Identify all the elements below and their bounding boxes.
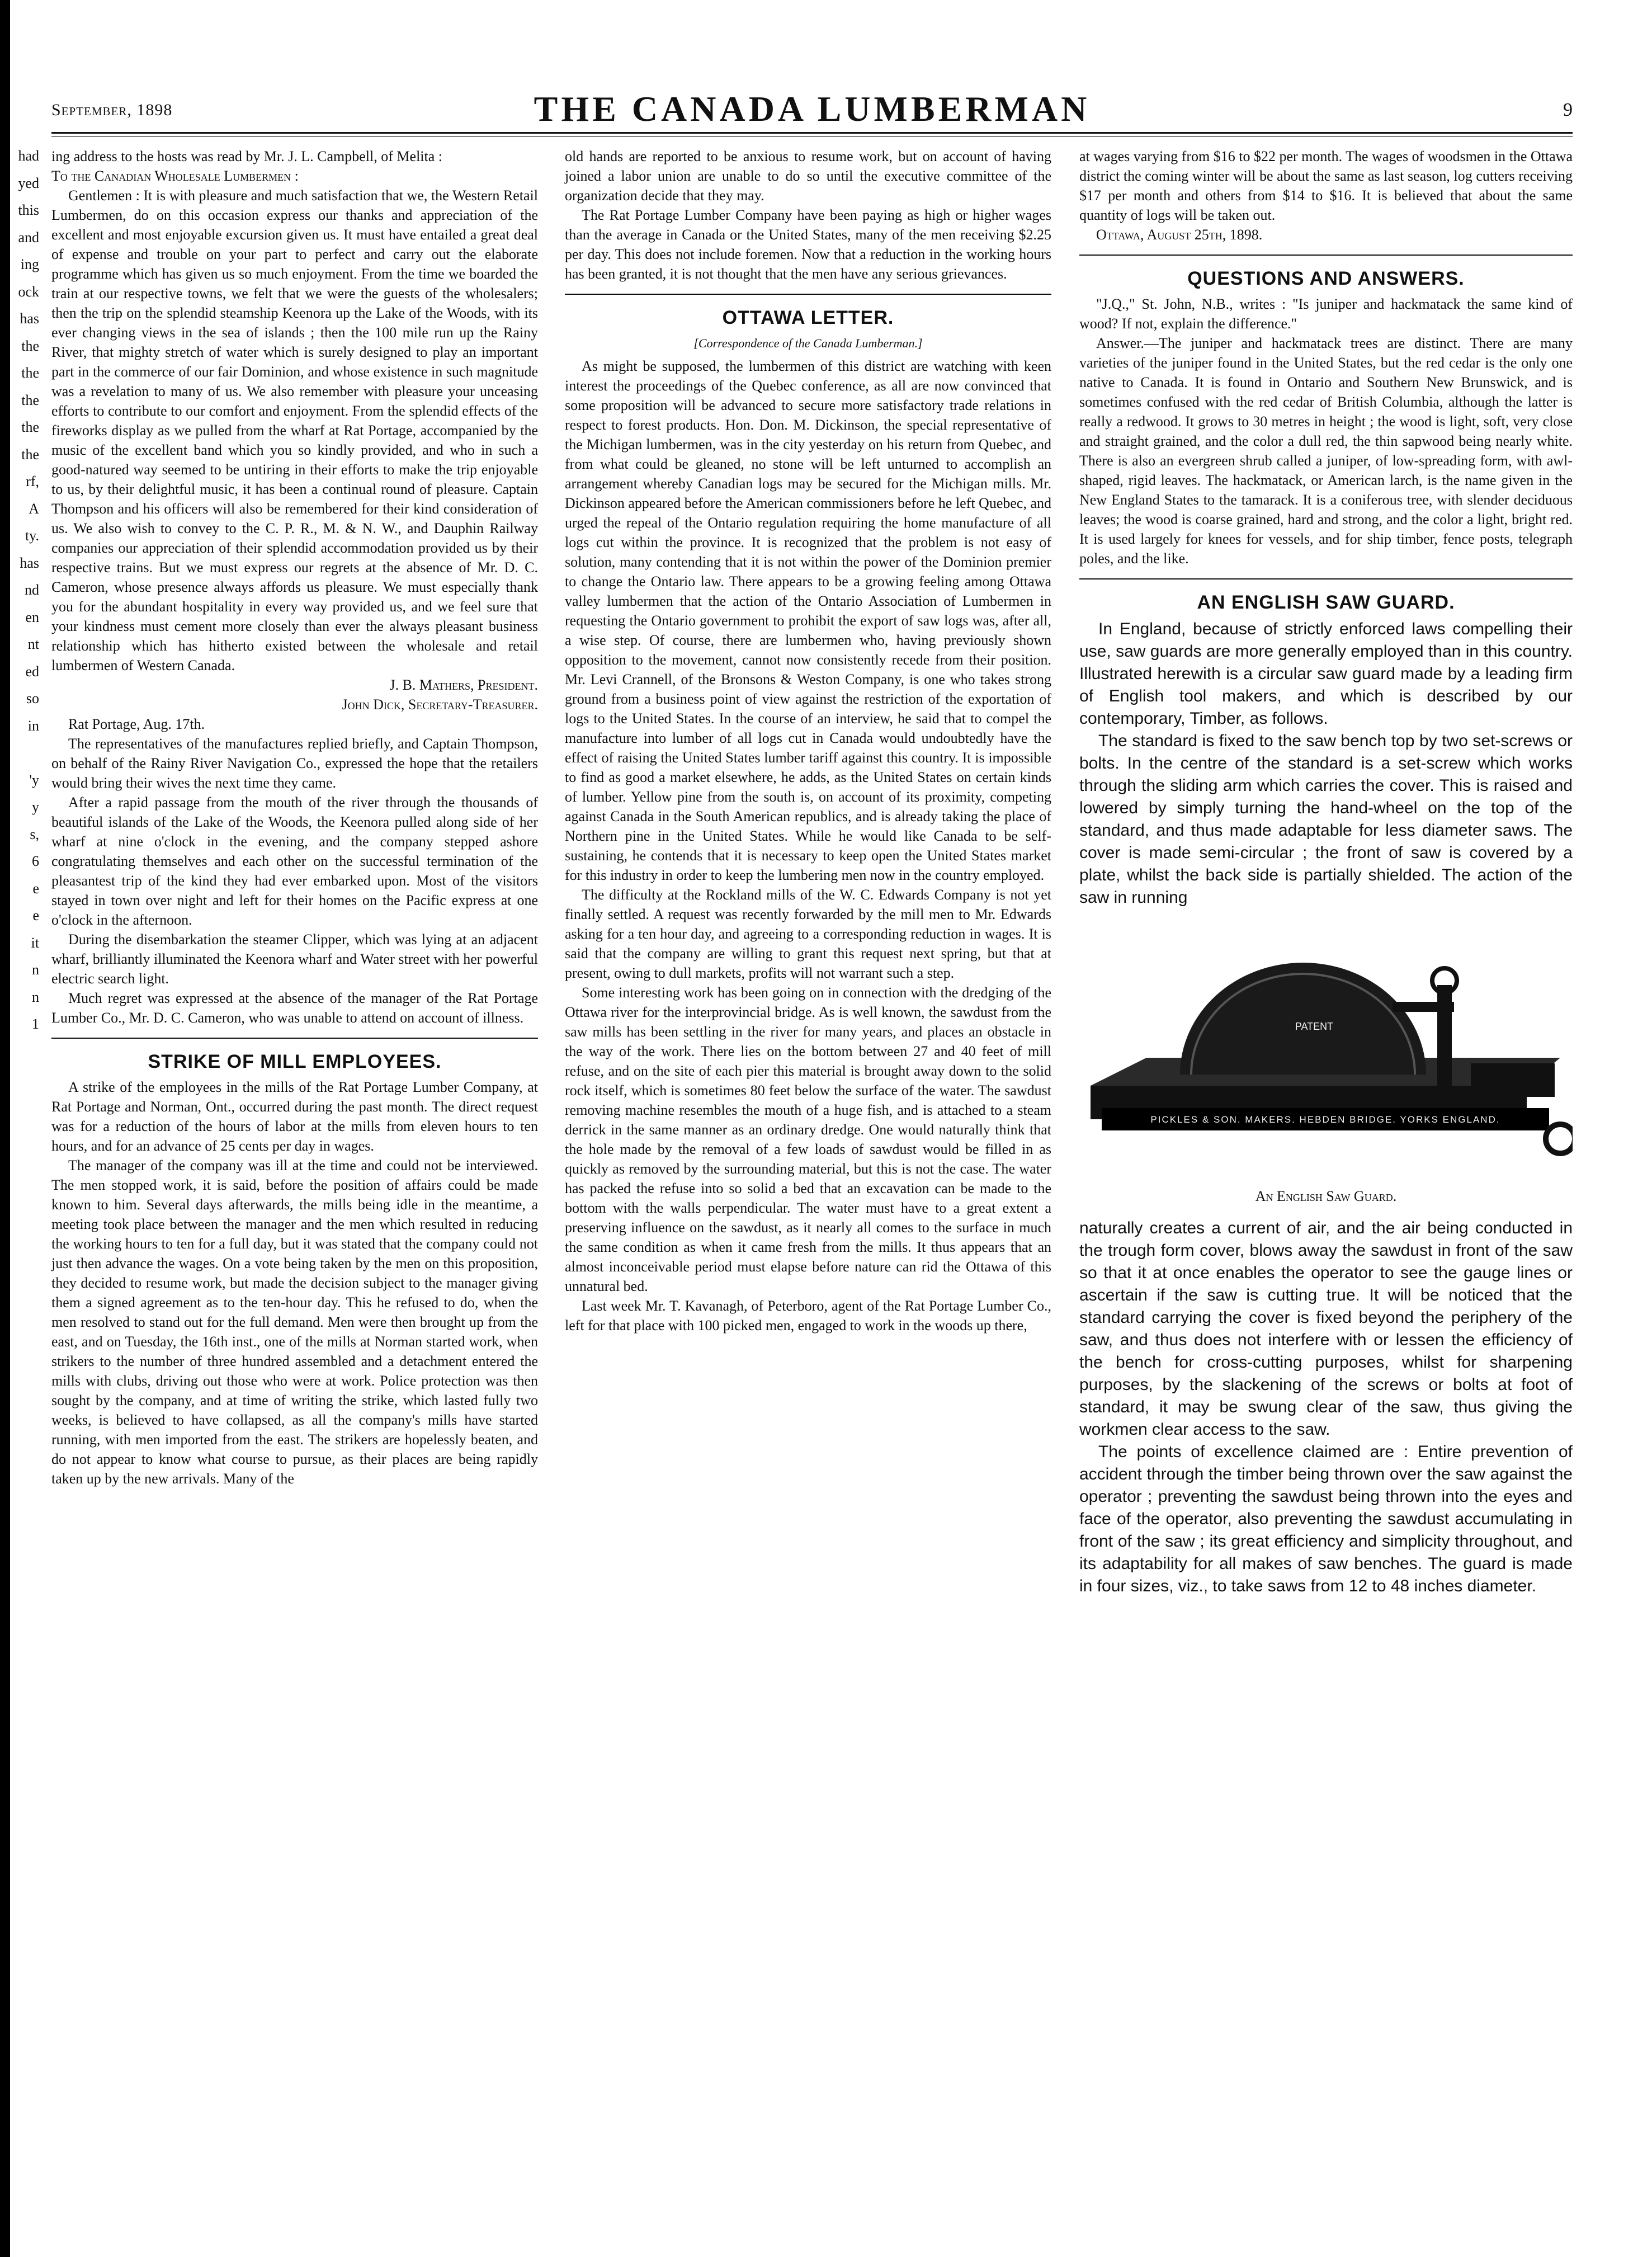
paragraph: Last week Mr. T. Kavanagh, of Peterboro, agent of the Rat Portage Lumber Co., left for that place with 100 picked men, engaged to work in the woods up there, <box>565 1298 1051 1334</box>
masthead-title: THE CANADA LUMBERMAN <box>534 89 1091 129</box>
section-rule <box>565 294 1051 295</box>
margin-fragments: had yed this and ing ock has the the the the the rf, A ty. has nd en nt ed so in 'y y s, 6 e e it n n 1 <box>18 148 39 1032</box>
saw-guard-image <box>1079 918 1573 1181</box>
ottawa-heading: OTTAWA LETTER. <box>722 307 894 328</box>
paragraph: The points of excellence claimed are : Entire prevention of accident through the timber being thrown over the saw against the operator ; preventing the sawdust being thrown into the eyes and face of the operator, also preventing the sawdust accumulating in front of the saw ; its great efficiency and simplicity throughout, and its adaptability for all makes of saw benches. The guard is made in four sizes, viz., to take saws from 12 to 48 inches diameter. <box>1079 1443 1573 1595</box>
paragraph: As might be supposed, the lumbermen of this district are watching with keen interest the proceedings of the Quebec conference, as all are now convinced that some proposition will be advanced to secure more satisfactory trade relations in respect to forest products. Hon. Don. M. Dickinson, the special representative of the Michigan lumbermen, was in the city yesterday on his return from Quebec, and from what could be gleaned, no stone will be left unturned to accomplish an arrangement whereby Canadian logs may be secured for the Michigan mills. Mr. Dickinson appeared before the American commissioners before he left Quebec, and urged the repeal of the Ontario regulation requiring the home manufacture of all logs cut within the province. It is recognized that the problem is not easy of solution, many contending that it is not within the power of the Dominion premier to change the Ontario law. There appears to be a growing feeling among Ottawa valley lumbermen that the action of the Ontario Association of Lumbermen in requesting the Ontario government to prohibit the export of saw logs was, after all, a wise step. Of course, there are lumbermen who, having previously shown opposition to the movement, cannot now consistently recede from their position. Mr. Levi Crannell, of the Bronsons & Weston Company, is one who takes strong ground from a business point of view against the restriction of the exportation of logs to the United States. In the course of an interview, he said that to compel the manufacture into lumber of all logs cut in Canada would undoubtedly have the effect of raising the United States lumber tariff against this country. It is impossible to find as good a market elsewhere, he adds, as the United States on certain kinds of lumber. Yellow pine from the south is, on account of its proximity, competing against Canada in the South American republics, and is already taking the place of Northern pine in the United States. While he would like Canada to be self-sustaining, he contends that it is necessary to keep open the United States market for this industry in order to keep the lumbering men now in the country employed. <box>565 358 1051 883</box>
signature-president: J. B. Mathers, President. <box>389 677 538 693</box>
paragraph: at wages varying from $16 to $22 per month. The wages of woodsmen in the Ottawa district the coming winter will be about the same as last season, log cutters receiving $17 per month and others from $14 to $16. It is believed that about the same quantity of logs will be taken out. <box>1079 148 1573 223</box>
section-rule <box>51 1038 538 1039</box>
saw-guard-illustration <box>1079 918 1573 1181</box>
paragraph: In England, because of strictly enforced laws compelling their use, saw guards are more generally employed than in this country. Illustrated herewith is a circular saw guard made by a leading firm of English tool makers, and which is described by our contemporary, Timber, as follows. <box>1079 620 1573 728</box>
page-header <box>51 83 1573 139</box>
qa-heading: QUESTIONS AND ANSWERS. <box>1187 268 1465 289</box>
column-3 <box>1079 147 1573 1598</box>
paragraph: Gentlemen : It is with pleasure and much satisfaction that we, the Western Retail Lumbermen, do on this occasion express our thanks and appreciation of the excellent and most enjoyable excursion given us. It must have entailed a great deal of expense and trouble on your part to perfect and carry out the elaborate programme which has given us so much enjoyment. From the time we boarded the train at our respective towns, we felt that we were the guests of the wholesalers; then the trip on the splendid steamship Keenora up the Lake of the Woods, with its ever changing views in the sea of islands ; then the 100 mile run up the Rainy River, that mighty stretch of water which is surely designed to play an important part in the commerce of our fair Dominion, and whose existence in such magnitude was a revelation to many of us. We also remember with pleasure your unceasing efforts to contribute to our comfort and enjoyment. From the splendid effects of the fireworks display as we pulled from the wharf at Rat Portage, accompanied by the music of the excellent band which you so kindly provided, and who in such a good-natured way seemed to be untiring in their efforts to make the trip enjoyable to us, by their delightful music, it has been a continual round of pleasure. Captain Thompson and his officers will also be remembered for their kind consideration of us. We also wish to convey to the C. P. R., M. & N. W., and Dauphin Railway companies our appreciation of their splendid accommodation provided us by their respective trains. But we must express our regrets at the absence of Mr. D. C. Cameron, whose presence always affords us pleasure. We must especially thank you for the abundant hospitality in every way provided us, and we feel sure that your kindness must cement more closely than ever the always pleasant business relationship which has hitherto existed between the wholesale and retail lumbermen of Western Canada. <box>51 187 538 673</box>
section-rule <box>1079 255 1573 256</box>
paragraph: old hands are reported to be anxious to resume work, but on account of having joined a labor union are unable to do so until the executive committee of the organization decide that they may. <box>565 148 1051 204</box>
place-date: Rat Portage, Aug. 17th. <box>68 716 205 732</box>
question: "J.Q.," St. John, N.B., writes : "Is juniper and hackmatack the same kind of wood? If not, explain the difference." <box>1079 296 1573 332</box>
patent-label: PATENT <box>1295 1021 1334 1032</box>
salutation: To the Canadian Wholesale Lumbermen : <box>51 168 299 184</box>
saw-guard-article <box>1079 618 1573 909</box>
maker-label: PICKLES & SON. MAKERS. HEBDEN BRIDGE. YORKS ENGLAND. <box>1150 1114 1500 1125</box>
paragraph: ing address to the hosts was read by Mr. J. L. Campbell, of Melita : <box>51 148 443 164</box>
paragraph: Some interesting work has been going on in connection with the dredging of the Ottawa river for the interprovincial bridge. As is well known, the sawdust from the saw mills has been settling in the river for many years, and places an obstacle in the way of the work. There lies on the bottom between 27 and 40 feet of mill refuse, and on the site of each pier this material is brought away down to the solid rock itself, which is sometimes 80 feet below the surface of the water. The sawdust removing machine resembles the mouth of a huge fish, and is attached to a steam derrick in the same manner as an ordinary dredge. One would naturally think that the hole made by the removal of a few loads of sawdust would be filled in as quickly as removed by the surrounding material, but this is not the case. The water has packed the refuse into so solid a bed that an excavation can be made to the bottom with the walls perpendicular. The water must have to a great extent a preserving influence on the sawdust, as it nearly all comes to the surface in much the same condition as when it came fresh from the mills. It thus appears that an almost inconceivable period must elapse before nature can rid the Ottawa of this unnatural bed. <box>565 984 1051 1294</box>
saw-guard-article-cont <box>1079 1217 1573 1598</box>
answer: Answer.—The juniper and hackmatack trees are distinct. There are many varieties of the juniper found in the United States, but the red cedar is the only one native to Canada. It is found in Ontario and Southern New Brunswick, and is sometimes confused with the red cedar of British Columbia, although the latter is really a redwood. It grows to 30 metres in height ; the wood is light, soft, very close and straight grained, and the color a dull red, the thin sapwood being nearly white. There is also an evergreen shrub called a juniper, of low-spreading form, with awl-shaped, rigid leaves. The hackmatack, or American larch, is the name given in the New England States to the tamarack. It is a coniferous tree, with slender deciduous leaves; the wood is coarse grained, hard and strong, and the color a light, bright red. It is used largely for knees for vessels, and for ship timber, fence posts, telegraph poles, and the like. <box>1079 335 1573 567</box>
paragraph: The representatives of the manufactures replied briefly, and Captain Thompson, on behalf of the Rainy River Navigation Co., expressed the hope that the retailers would bring their wives the next time they came. <box>51 736 538 791</box>
column-2 <box>565 147 1051 1335</box>
signature-secretary: John Dick, Secretary-Treasurer. <box>342 696 538 713</box>
dateline: Ottawa, August 25th, 1898. <box>1096 227 1263 243</box>
header-rule <box>51 132 1573 134</box>
header-rule-thin <box>51 136 1573 137</box>
paragraph: A strike of the employees in the mills of the Rat Portage Lumber Company, at Rat Portage and Norman, Ont., occurred during the past month. The direct request was for a reduction of the hours of labor at the mills from eleven hours to ten hours, and for an advance of 25 cents per day in wages. <box>51 1079 538 1154</box>
page-number: 9 <box>1563 100 1573 120</box>
paragraph: The difficulty at the Rockland mills of the W. C. Edwards Company is not yet finally settled. A request was recently forwarded by the mill men to Mr. Edwards asking for a ten hour day, and agreeing to a corresponding reduction in wages. It is said that the company are willing to grant this request next spring, but that at present, owing to dull markets, profits will not warrant such a step. <box>565 887 1051 981</box>
saw-guard-heading: AN ENGLISH SAW GUARD. <box>1197 592 1455 613</box>
strike-heading: STRIKE OF MILL EMPLOYEES. <box>148 1051 442 1072</box>
paragraph: During the disembarkation the steamer Clipper, which was lying at an adjacent wharf, brilliantly illuminated the Keenora wharf and Water street with her powerful electric search light. <box>51 931 538 987</box>
paragraph: naturally creates a current of air, and the air being conducted in the trough form cover, blows away the sawdust in front of the saw so that it at once enables the operator to see the gauge lines or ascertain if the saw is cutting true. It will be noticed that the standard carrying the cover is fixed beyond the periphery of the saw, and thus does not interfere with or lessen the efficiency of the bench for cross-cutting purposes, whilst for sharpening purposes, by the slackening of the screws or bolts at foot of standard, it may be swung clear of the saw, thus giving the workmen clear access to the saw. <box>1079 1219 1573 1439</box>
issue-date: September, 1898 <box>51 101 173 119</box>
figure-caption: An English Saw Guard. <box>1255 1188 1397 1204</box>
paragraph: The manager of the company was ill at the time and could not be interviewed. The men stopped work, it is said, before the position of affairs could be made known to him. Several days afterwards, the mills being idle in the meantime, a meeting took place between the manager and the men which resulted in reducing the working hours to ten for a full day, but it was stated that the company could not just then advance the wages. On a vote being taken by the men on this proposition, they decided to resume work, but made the decision subject to the manager giving them a signed agreement as to the ten-hour day. This he refused to do, when the men resolved to stand out for the full demand. Men were then brought up from the east, and on Tuesday, the 16th inst., one of the mills at Norman started work, when strikers to the number of three hundred assembled and a detachment entered the mills with clubs, driving out those who were at work. Police protection was then sought by the company, and at time of writing the strike, which lasted fully two weeks, is believed to have collapsed, as all the company's mills have started running, with men imported from the east. The strikers are hopelessly beaten, and do not appear to know what course to pursue, as their places are being rapidly taken up by the new arrivals. Many of the <box>51 1157 538 1487</box>
paragraph: After a rapid passage from the mouth of the river through the thousands of beautiful islands of the Lake of the Woods, the Keenora pulled along side of her wharf at nine o'clock in the evening, and the company stepped ashore congratulating themselves and each other on the successful termination of the pleasantest trip of the kind they had ever embarked upon. Most of the visitors stayed in town over night and left for their homes on the Pacific express at one o'clock in the afternoon. <box>51 794 538 928</box>
section-rule <box>1079 578 1573 579</box>
paragraph: The Rat Portage Lumber Company have been paying as high or higher wages than the average in Canada or the United States, many of the men receiving $2.25 per day. This does not include foremen. Now that a reduction in the working hours has been granted, it is not thought that the men have any serious grievances. <box>565 207 1051 282</box>
ottawa-subheading: [Correspondence of the Canada Lumberman.] <box>693 336 923 350</box>
paragraph: Much regret was expressed at the absence of the manager of the Rat Portage Lumber Co., Mr. D. C. Cameron, who was unable to attend on account of illness. <box>51 990 538 1026</box>
column-1 <box>51 147 538 1488</box>
paragraph: The standard is fixed to the saw bench top by two set-screws or bolts. In the centre of the standard is a set-screw which works through the sliding arm which carries the cover. This is raised and lowered by simply turning the hand-wheel on the top of the standard, and thus made adaptable for less diameter saws. The cover is made semi-circular ; the front of saw is covered by a plate, whilst the back side is partially shielded. The action of the saw in running <box>1079 732 1573 907</box>
binding-spine <box>0 0 10 2257</box>
